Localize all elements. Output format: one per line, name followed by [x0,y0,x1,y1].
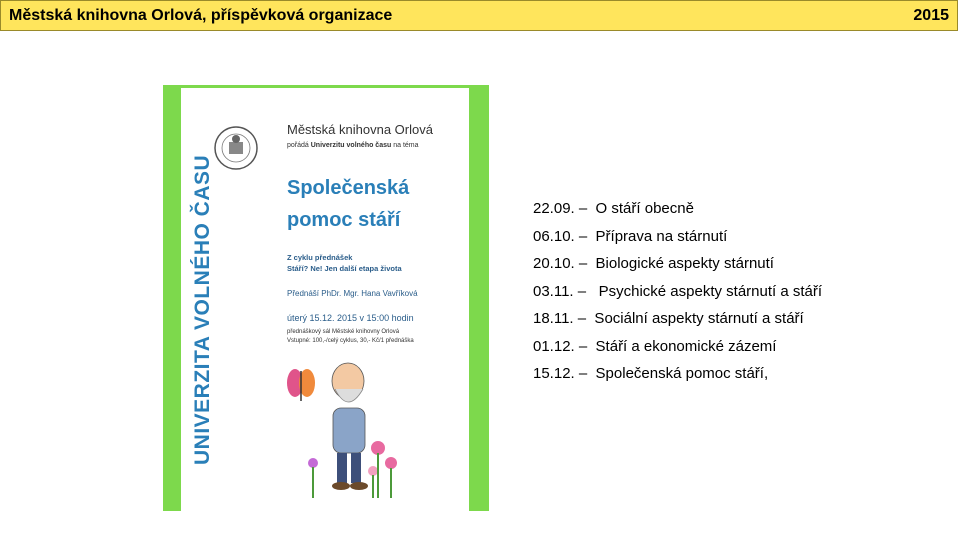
schedule-item: 01.12. – Stáří a ekonomické zázemí [533,337,777,355]
poster-lecturer: Přednáší PhDr. Mgr. Hana Vavříková [287,289,418,298]
event-poster-image [163,85,489,511]
schedule-item: 18.11. – Sociální aspekty stárnutí a stáří [533,310,804,327]
schedule-item: 22.09. – O stáří obecně [533,200,694,217]
schedule-item: 20.10. – Biologické aspekty stárnutí [533,255,774,272]
header-title: Městská knihovna Orlová, příspěvková organizace [9,7,393,24]
poster-date-time: úterý 15.12. 2015 v 15:00 hodin [287,313,414,323]
poster-illustration [273,353,403,503]
poster-green-strip-left [163,85,181,511]
poster-venue: přednáškový sál Městské knihovny Orlová Vstupné: 100,-/celý cyklus, 30,- Kč/1 přednáška [287,329,414,344]
header-year: 2015 [913,7,949,24]
poster-cycle: Z cyklu přednášek Stáří? Ne! Jen další etapa života [287,253,402,273]
library-logo-icon [213,125,259,171]
poster-library-name: Městská knihovna Orlová [287,122,433,137]
poster-vertical-text: UNIVERZITA VOLNÉHO ČASU [191,154,214,465]
poster-title-line1: Společenská [287,177,410,199]
schedule-item: 03.11. – Psychické aspekty stárnutí a stáří [533,282,823,300]
schedule-item: 15.12. – Společenská pomoc stáří, [533,365,769,382]
poster-subtitle: pořádá Univerzitu volného času na téma [287,142,419,149]
schedule-item: 06.10. – Příprava na stárnutí [533,227,728,245]
poster-green-strip-right [469,85,489,511]
poster-title-line2: pomoc stáří [287,209,401,231]
slide-header [0,0,958,31]
poster-green-strip-top [163,85,489,88]
lecture-schedule [533,200,822,393]
